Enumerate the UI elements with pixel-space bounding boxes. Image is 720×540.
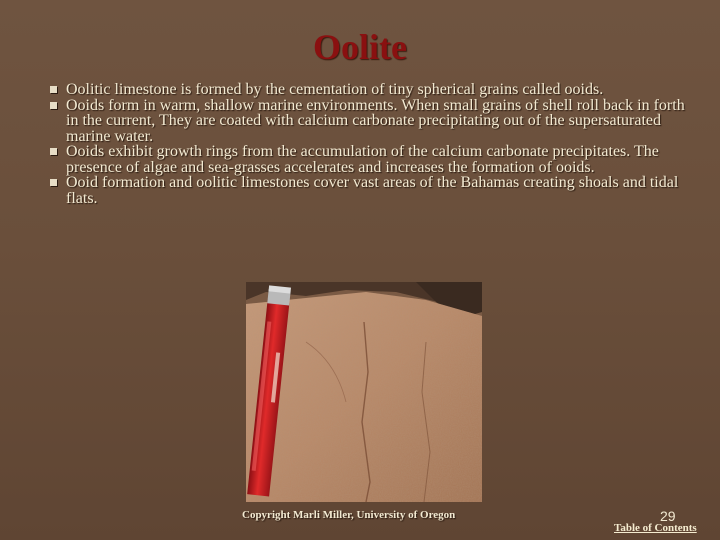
bullet-item [46,98,686,145]
bullet-text: Oolitic limestone is formed by the cementation of tiny spherical grains called ooids. [66,81,604,98]
oolite-photo [246,282,482,502]
table-of-contents-link[interactable]: Table of Contents [614,522,697,534]
square-bullet-icon [50,102,57,109]
bullet-list [46,82,686,206]
bullet-text: Ooid formation and oolitic limestones cover vast areas of the Bahamas creating shoals and tidal flats. [66,174,679,207]
page-number: 29 [660,508,676,524]
square-bullet-icon [50,86,57,93]
bullet-text: Ooids form in warm, shallow marine environments. When small grains of shell roll back in forth in the current, They are coated with calcium carbonate precipitating out of the supersaturated marine water. [66,96,685,145]
square-bullet-icon [50,179,57,186]
photo-caption: Copyright Marli Miller, University of Oregon [242,509,456,521]
square-bullet-icon [50,148,57,155]
bullet-item [46,144,686,175]
bullet-text: Ooids exhibit growth rings from the accumulation of the calcium carbonate precipitates. The presence of algae and sea-grasses accelerates and increases the formation of ooids. [66,143,659,176]
slide-title: Oolite [313,27,407,67]
bullet-item [46,82,686,98]
oolite-rock-image [246,282,482,502]
bullet-item [46,175,686,206]
